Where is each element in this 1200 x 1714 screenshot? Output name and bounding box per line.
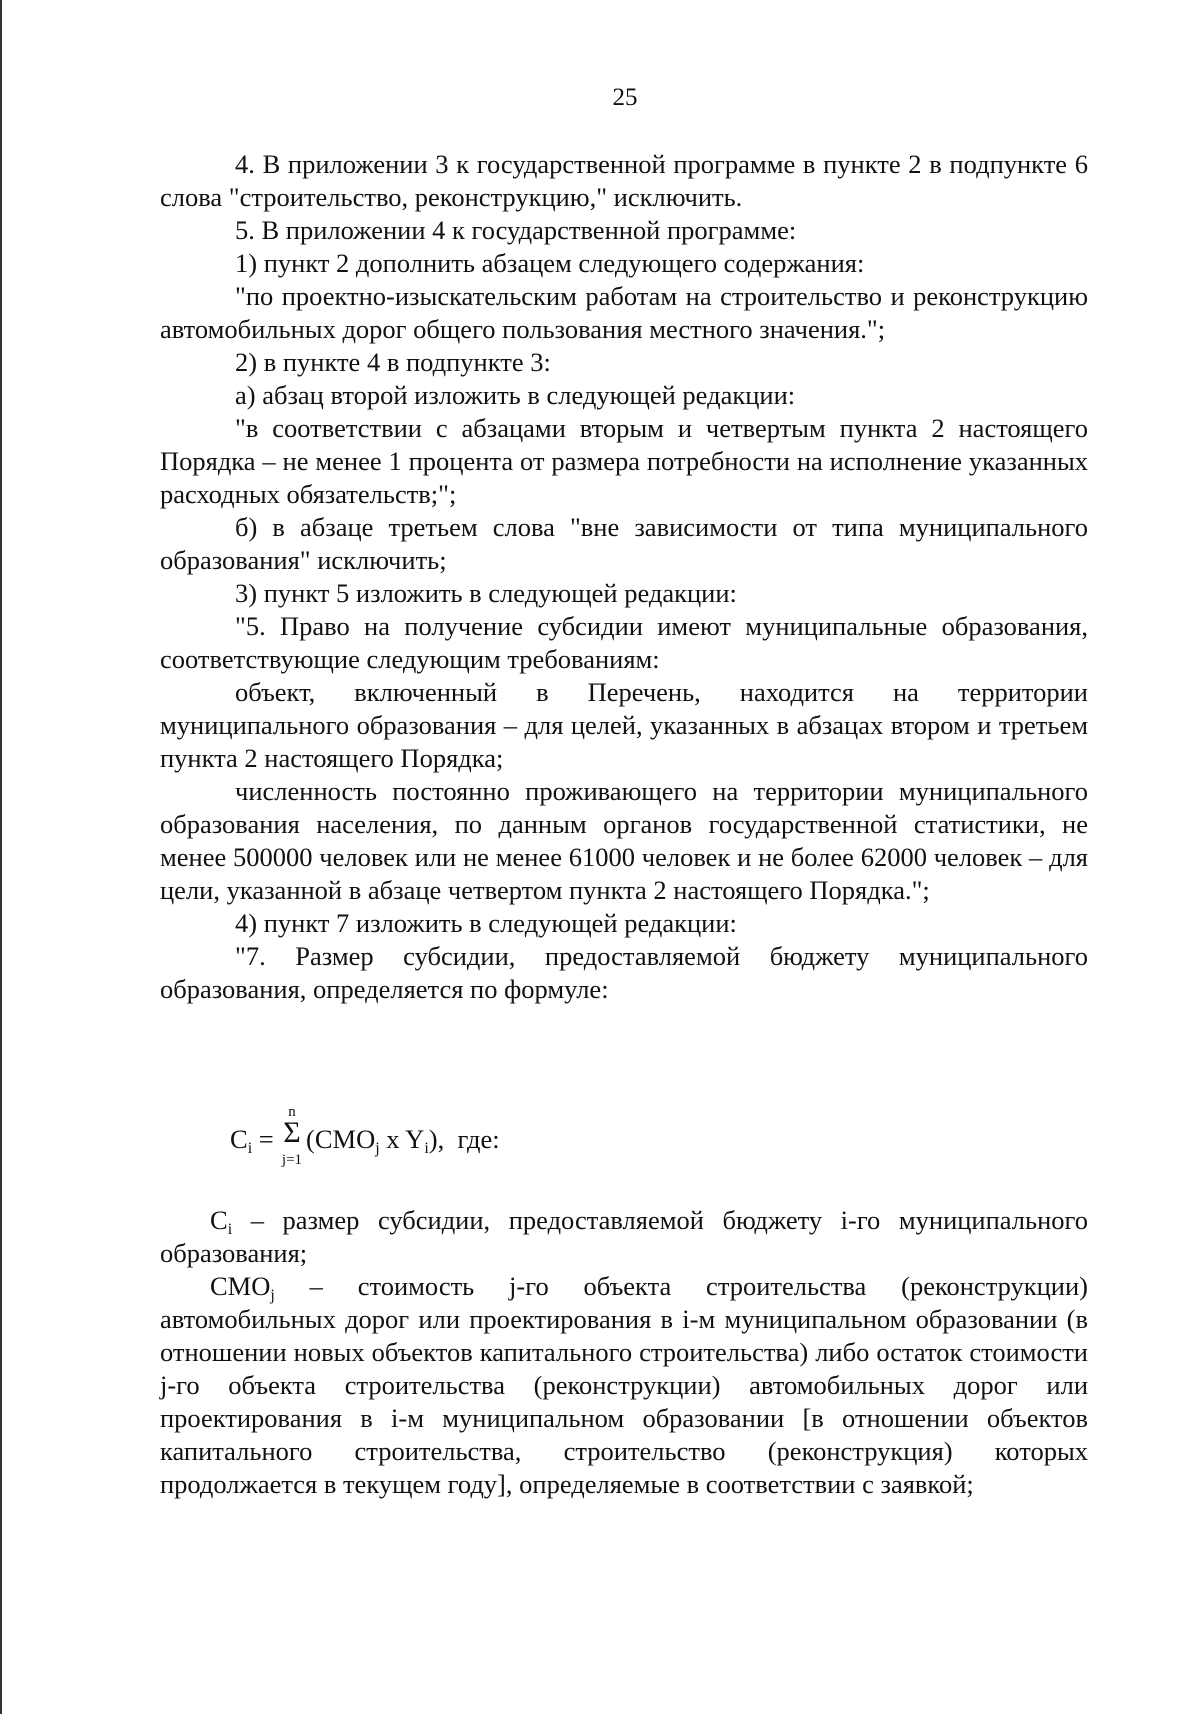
body-text-definitions [160,1204,1088,1501]
formula-close: ), [428,1124,445,1154]
definition-text: – размер субсидии, предоставляемой бюджету i-го муниципального образования; [160,1205,1088,1268]
formula-smo: (СМО [306,1124,376,1154]
sum-lower-limit: j=1 [281,1152,303,1168]
paragraph: 1) пункт 2 дополнить абзацем следующего содержания: [235,248,865,278]
sigma-symbol: Σ [283,1116,301,1149]
paragraph: б) в абзаце третьем слова "вне зависимости от типа муниципального образования" исключить; [160,512,1088,575]
paragraph: 5. В приложении 4 к государственной программе: [235,215,797,245]
paragraph: "в соответствии с абзацами вторым и четвертым пункта 2 настоящего Порядка – не менее 1 процента от размера потребности на исполнение указанных расходных обязательств;"; [160,413,1088,509]
page-number: 25 [612,84,638,111]
paragraph: объект, включенный в Перечень, находится на территории муниципального образования – для целей, указанных в абзацах втором и третьем пункта 2 настоящего Порядка; [160,677,1088,773]
definition-term: C [210,1205,228,1235]
formula-times-y: x Y [379,1124,425,1154]
sum-upper-limit: n [288,1104,296,1120]
formula-smo-sub: j [375,1140,380,1157]
formula-equals: = [258,1124,274,1154]
formula-lhs [230,1123,274,1156]
definition-term-sub: i [227,1221,233,1238]
formula-y-sub: i [424,1140,429,1157]
formula-where: где: [457,1124,500,1154]
paragraph: "5. Право на получение субсидии имеют муниципальные образования, соответствующие следующим требованиям: [160,611,1088,674]
paragraph: 3) пункт 5 изложить в следующей редакции: [235,578,737,608]
definition-term: СМО [210,1271,271,1301]
formula-rhs [306,1123,500,1156]
scan-edge-line [0,0,2,1714]
formula-c: C [230,1124,248,1154]
paragraph: 2) в пункте 4 в подпункте 3: [235,347,551,377]
paragraph: а) абзац второй изложить в следующей редакции: [235,380,796,410]
body-text-top [160,148,1088,1006]
definition-smo [160,1270,1088,1501]
definition-term-sub: j [270,1287,275,1304]
paragraph: численность постоянно проживающего на территории муниципального образования населения, по данным органов государственной статистики, не менее 500000 человек или не менее 61000 человек и не более 62000 человек – для цели, указанной в абзаце четвертом пункта 2 настоящего Порядка."; [160,776,1088,905]
formula-c-sub: i [247,1140,253,1157]
paragraph: "по проектно-изыскательским работам на строительство и реконструкцию автомобильных дорог общего пользования местного значения."; [160,281,1088,344]
paragraph: "7. Размер субсидии, предоставляемой бюджету муниципального образования, определяется по формуле: [160,941,1088,1004]
definition-ci [160,1204,1088,1270]
paragraph: 4. В приложении 3 к государственной программе в пункте 2 в подпункте 6 слова "строительство, реконструкцию," исключить. [160,149,1088,212]
paragraph: 4) пункт 7 изложить в следующей редакции: [235,908,737,938]
definition-text: – стоимость j-го объекта строительства (реконструкции) автомобильных дорог или проектирования в i-м муниципальном образовании (в отношении новых объектов капитального строительства) либо остаток стоимости j-го объекта строительства (реконструкции) автомобильных дорог или проектирования в i-м муниципальном образовании [в отношении объектов капитального строительства, строительство (реконструкция) которых продолжается в текущем году], определяемые в соответствии с заявкой; [160,1271,1088,1499]
